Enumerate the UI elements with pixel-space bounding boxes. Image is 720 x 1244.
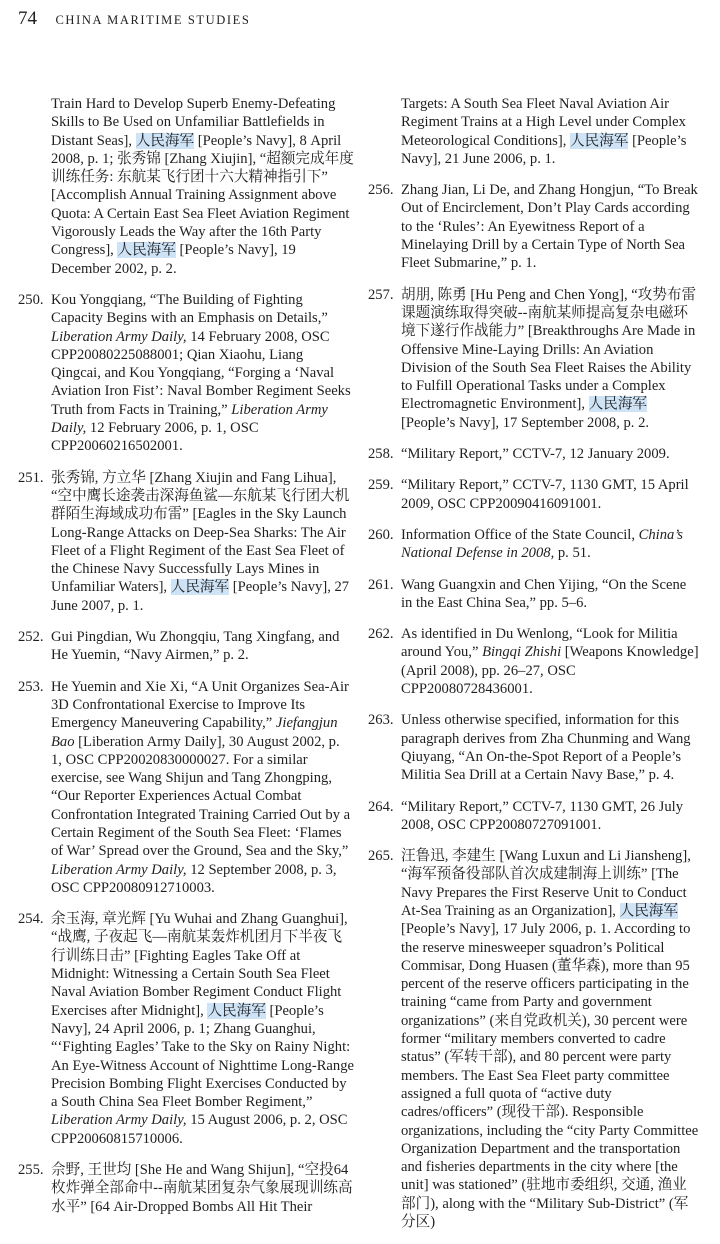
- footnote: [368, 445, 700, 463]
- left-column: [18, 95, 354, 1229]
- text-run: 佘野, 王世均 [She He and Wang Shijun], “空投64枚炸弹全部命中--南航某团复杂气象展现训练高水平” [64 Air-Dropped Bombs All Hit Their: [51, 1162, 353, 1215]
- footnote-number: 260.: [368, 526, 394, 543]
- footnote: [368, 576, 700, 613]
- footnote-number: 262.: [368, 626, 394, 643]
- footnote-text: [51, 291, 354, 456]
- footnote-number: 253.: [18, 678, 44, 695]
- text-run: Zhang Jian, Li De, and Zhang Hongjun, “To Break Out of Encirclement, Don’t Play Cards according to the ‘Rules’: An Eyewitness Report of a Minelaying Drill by a Certain Type of North Sea Fleet Submarine,” p. 1.: [401, 182, 698, 272]
- running-title: CHINA MARITIME STUDIES: [55, 13, 251, 27]
- text-run: He Yuemin and Xie Xi, “A Unit Organizes Sea-Air 3D Confrontational Exercise to Improve Its Emergency Maneuvering Capability,”: [51, 678, 349, 732]
- italic-title: Liberation Army Daily,: [51, 401, 328, 437]
- text-run: [People’s Navy], 24 April 2006, p. 1; Zhang Guanghui, “‘Fighting Eagles’ Take to the Sky on Rainy Night: An Eye-Witness Account of Nighttime Long-Range Precision Bombing Flight Exercises Conducted by a South China Sea Fleet Bomber Regiment,”: [51, 1002, 354, 1111]
- footnote: [18, 291, 354, 456]
- text-run: p. 51.: [554, 545, 591, 562]
- text-run: Targets: A South Sea Fleet Naval Aviation Air Regiment Trains at a High Level under Complex Meteorological Conditions],: [401, 96, 686, 149]
- footnote: [18, 469, 354, 615]
- text-run: [People’s Navy], 8 April 2008, p. 1; 张秀锦 [Zhang Xiujin], “超额完成年度训练任务: 东航某飞行团十六大精神指引下” [Accomplish Annual Training Assignment above Quota: A Certain East Sea Fleet Aviation Regiment Vigorously Leads the Way after the 16th Party Congress],: [51, 132, 354, 259]
- highlighted-term: 人民海军: [117, 242, 176, 259]
- text-run: Unless otherwise specified, information for this paragraph derives from Zha Chunming and Wang Qiuyang, “An On-the-Spot Report of a People’s Militia Sea Drill at a Certain Navy Base,” p. 4.: [401, 712, 691, 784]
- text-run: As identified in Du Wenlong, “Look for Militia around You,”: [401, 626, 678, 661]
- footnote-text: [51, 910, 354, 1148]
- footnote-text: [401, 576, 700, 613]
- footnote-text: [401, 476, 700, 513]
- highlighted-term: 人民海军: [170, 579, 230, 596]
- text-run: 12 September 2008, p. 3, OSC CPP20080912710003.: [51, 861, 337, 896]
- text-run: 12 February 2006, p. 1, OSC CPP20060216502001.: [51, 420, 259, 455]
- text-run: [People’s Navy], 21 June 2006, p. 1.: [401, 132, 687, 167]
- text-run: “Military Report,” CCTV-7, 1130 GMT, 15 April 2009, OSC CPP20090416091001.: [401, 477, 689, 512]
- text-run: [Weapons Knowledge] (April 2008), pp. 26–27, OSC CPP20080728436001.: [401, 644, 699, 698]
- footnote-number: 261.: [368, 576, 394, 593]
- highlighted-term: 人民海军: [588, 396, 648, 413]
- highlighted-term: 人民海军: [207, 1002, 266, 1019]
- footnote-text: [51, 469, 354, 615]
- italic-title: Jiefangjun Bao: [51, 715, 338, 750]
- text-run: “Military Report,” CCTV-7, 12 January 2009.: [401, 446, 670, 463]
- footnote-number: 251.: [18, 469, 44, 486]
- text-run: Information Office of the State Council,: [401, 526, 639, 543]
- footnote-text: [401, 798, 700, 835]
- footnote-text: [51, 1161, 354, 1216]
- text-run: Wang Guangxin and Chen Yijing, “On the Scene in the East China Sea,” pp. 5–6.: [401, 576, 687, 611]
- text-run: 15 August 2006, p. 2, OSC CPP20060815710006.: [51, 1112, 348, 1147]
- footnote-text: [401, 711, 700, 784]
- text-run: 汪鲁迅, 李建生 [Wang Luxun and Li Jiansheng], “海军预备役部队首次成建制海上训练” [The Navy Prepares the First Reserve Unit to Conduct At-Sea Training as an Organization],: [401, 848, 691, 919]
- text-run: [Liberation Army Daily], 30 August 2002, p. 1, OSC CPP20020830000027. For a similar exercise, see Wang Shijun and Tang Zhongping, “Our Reporter Experiences Actual Combat Confrontation Integrated Training Carried Out by a Certain Regiment of the South Sea Fleet: ‘Flames of War’ Spread over the Ground, Sea and the Sky,”: [51, 733, 351, 860]
- italic-title: Liberation Army Daily,: [51, 861, 187, 878]
- footnote: [18, 678, 354, 898]
- footnote: [368, 847, 700, 1231]
- page-number: 74: [18, 8, 37, 29]
- footnote-number: 265.: [368, 848, 394, 865]
- footnote-number: 255.: [18, 1162, 44, 1179]
- text-run: Kou Yongqiang, “The Building of Fighting Capacity Begins with an Emphasis on Details,”: [51, 291, 328, 327]
- text-run: 余玉海, 章光辉 [Yu Wuhai and Zhang Guanghui], “战鹰, 子夜起飞—南航某轰炸机团月下半夜飞行训练日击” [Fighting Eagles Take Off at Midnight: Witnessing a Certain South Sea Fleet Naval Aviation Bomber Regiment Conduct Flight Exercises after Midnight],: [51, 911, 348, 1019]
- text-run: 胡朋, 陈勇 [Hu Peng and Chen Yong], “攻势布雷课题演练取得突破--南航某师提高复杂电磁环境下遂行作战能力” [Breakthroughs Are Made in Offensive Mine-Laying Drills: An Aviation Division of the South Sea Fleet Raises the Ability to Fulfill Operational Tasks under a Complex Electromagnetic Environment],: [401, 286, 697, 413]
- highlighted-term: 人民海军: [570, 132, 629, 149]
- footnote: [368, 526, 700, 563]
- footnote: [368, 286, 700, 432]
- footnote: [368, 798, 700, 835]
- text-run: 14 February 2008, OSC CPP20080225088001; Qian Xiaohu, Liang Qingcai, and Kou Yongqiang, “Forging a ‘Naval Aviation Iron Fist’: Naval Bomber Regiment Seeks Truth from Facts in Training,”: [51, 328, 351, 418]
- right-column: [368, 95, 700, 1244]
- footnote-number: 254.: [18, 911, 44, 928]
- footnote-number: 256.: [368, 182, 394, 199]
- highlighted-term: 人民海军: [135, 132, 195, 149]
- footnote-text: [401, 445, 700, 463]
- footnote-number: 264.: [368, 798, 394, 815]
- footnote-number: 257.: [368, 286, 394, 303]
- footnote-number: 259.: [368, 477, 394, 494]
- footnote-text: [401, 181, 700, 272]
- footnote: [368, 711, 700, 784]
- footnote-text: [401, 625, 700, 698]
- text-run: “Military Report,” CCTV-7, 1130 GMT, 26 July 2008, OSC CPP20080727091001.: [401, 798, 683, 833]
- footnote-text: [51, 628, 354, 665]
- footnote: [18, 910, 354, 1148]
- text-run: [People’s Navy], 27 June 2007, p. 1.: [51, 579, 350, 614]
- footnote-number: 258.: [368, 446, 394, 463]
- footnote-continuation: [51, 95, 354, 278]
- footnote: [368, 181, 700, 272]
- italic-title: Bingqi Zhishi: [482, 644, 562, 661]
- footnote-text: [401, 847, 700, 1231]
- footnote-text: [51, 678, 354, 898]
- footnote-number: 252.: [18, 629, 44, 646]
- footnote-continuation: [401, 95, 700, 168]
- text-run: Train Hard to Develop Superb Enemy-Defeating Skills to Be Used on Unfamiliar Battlefields in Distant Seas],: [51, 96, 336, 149]
- italic-title: Liberation Army Daily,: [51, 328, 187, 345]
- text-run: [People’s Navy], 19 December 2002, p. 2.: [51, 242, 296, 277]
- text-run: [People’s Navy], 17 July 2006, p. 1. According to the reserve minesweeper squadron’s Political Commisar, Dong Huasen (董华森), more than 95 percent of the reserve officers participating in the training “came from Party and government organizations” (来自党政机关), 30 percent were former “military members converted to cadre status” (军转干部), and 80 percent were party members. The East Sea Fleet party committee assigned a full quota of “active duty cadres/officers” (现役干部). Responsible organizations, including the “city Party Committee Organization Department and the transportation and fisheries departments in the city where [the unit] was stationed” (驻地市委组织, 交通, 渔业部门), along with the “Military Sub-District” (军分区): [401, 921, 699, 1231]
- text-run: [People’s Navy], 17 September 2008, p. 2.: [401, 414, 650, 431]
- footnote-text: [401, 526, 700, 563]
- highlighted-term: 人民海军: [619, 902, 678, 919]
- footnote: [368, 625, 700, 698]
- footnote-text: [401, 286, 700, 432]
- footnote: [368, 476, 700, 513]
- text-run: Gui Pingdian, Wu Zhongqiu, Tang Xingfang, and He Yuemin, “Navy Airmen,” p. 2.: [51, 629, 340, 664]
- footnote: [18, 1161, 354, 1216]
- footnote-number: 263.: [368, 712, 394, 729]
- italic-title: Liberation Army Daily,: [51, 1112, 187, 1129]
- footnote-number: 250.: [18, 291, 44, 308]
- text-run: 张秀锦, 方立华 [Zhang Xiujin and Fang Lihua], “空中鹰长途袭击深海鱼鲨—东航某飞行团大机群陌生海域成功布雷” [Eagles in the Sky Launch Long-Range Attacks on Deep-Sea Sharks: The Air Fleet of a Flight Regiment of the East Sea Fleet of the Chinese Navy Successfully Lays Mines in Unfamiliar Waters],: [51, 469, 350, 596]
- footnote: [18, 628, 354, 665]
- italic-title: China’s National Defense in 2008,: [401, 526, 683, 562]
- running-head: [18, 8, 250, 30]
